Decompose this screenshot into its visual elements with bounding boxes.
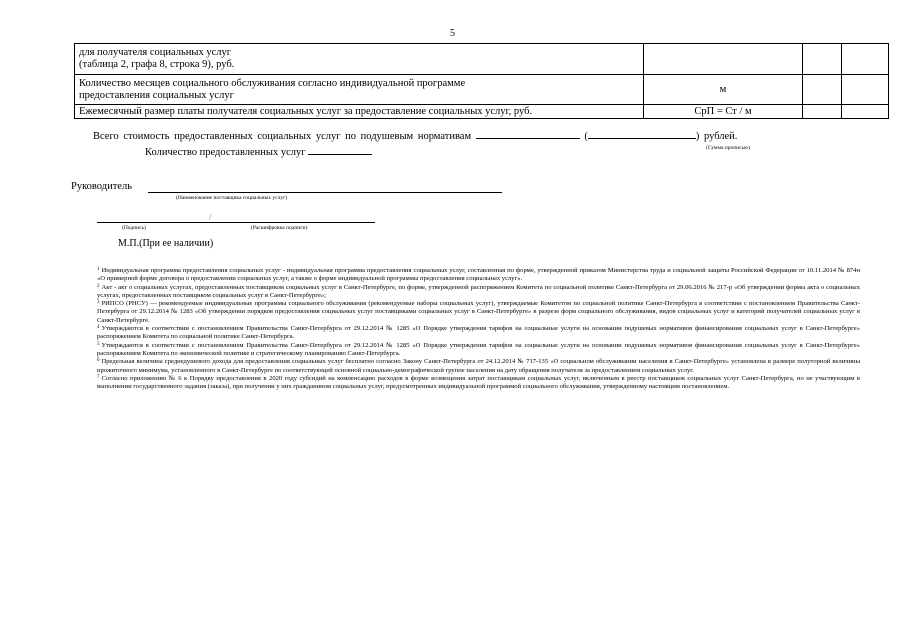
signature-slash: /: [209, 212, 212, 222]
footnote-item: [97, 300, 860, 325]
head-label: Руководитель: [71, 181, 132, 192]
footnote-text: Утверждаются в соответствии с постановлением Правительства Санкт-Петербурга от 29.12.2014 № 1285 «О Порядке утверждения тарифов на социальные услуги на основании подушевых нормативов финансирования социальных услуг в Санкт-Петербурге» распоряжением Комитета по социальной политике Санкт-Петербурга.: [97, 325, 860, 341]
footnote-item: [97, 284, 860, 301]
signature-line: [97, 222, 375, 223]
table-cell-empty: [842, 75, 889, 105]
table-cell-empty: [803, 75, 842, 105]
total-cost-label: Всего стоимость предоставленных социальных услуг по подушевым нормативам: [93, 131, 472, 142]
rubles-label: ) рублей.: [695, 131, 738, 142]
table-cell-formula: СрП = Ст / м: [644, 105, 803, 119]
table-cell-label: [75, 44, 644, 75]
footnote-mark: 3: [97, 300, 100, 306]
table-row: [75, 44, 889, 75]
total-cost-blank: [476, 138, 580, 139]
sum-in-words-caption: (Сумма прописью): [706, 145, 750, 151]
tariff-table: [74, 43, 889, 119]
footnote-item: [97, 375, 860, 392]
signature-caption: (Подпись): [122, 225, 146, 231]
stamp-label: М.П.(При ее наличии): [118, 238, 214, 249]
footnotes: [97, 267, 860, 391]
cell-text-line: (таблица 2, графа 8, строка 9), руб.: [79, 59, 235, 70]
footnote-text: РИПСО (РНСУ) — рекомендуемые индивидуальные программы социального обслуживания (рекомендуемые наборы социальных услуг), утверждаемые Комитетом по социальной политике Санкт-Петербурга в соответствии с постановлением Правительства Санкт-Петербурга от 29.12.2014 № 1283 «Об утверждении порядков предоставления социальных услуг поставщиками социальных услуг в Санкт-Петербурге» в разрезе форм социального обслуживания, видов социальных услуг и категорий получателей социальных услуг в Санкт-Петербурге.: [97, 300, 860, 324]
footnote-mark: 6: [97, 358, 100, 364]
cell-text-line: предоставления социальных услуг: [79, 89, 234, 101]
footnote-item: [97, 342, 860, 359]
footnote-item: [97, 267, 860, 284]
table-cell-empty: [842, 44, 889, 75]
footnote-mark: 1: [97, 267, 100, 272]
footnote-text: Акт - акт о социальных услугах, предоставленных поставщиком социальных услуг в Санкт-Петербурге, по форме, утвержденной распоряжением Комитета по социальной политике Санкт-Петербурга от 29.06.2016 № 217-р «Об утверждении формы акта о социальных услугах, предоставленных поставщиком социальных услуг в Санкт-Петербурге»;: [97, 283, 860, 299]
footnote-text: Утверждаются в соответствии с постановлением Правительства Санкт-Петербурга от 29.12.2014 № 1285 «О Порядке утверждения тарифов на социальные услуги на основании подушевых нормативов финансирования социальных услуг в Санкт-Петербурге» распоряжением Комитета по экономической политике и стратегическому планированию Санкт-Петербурга.: [97, 341, 860, 357]
cell-text-line: Количество месяцев социального обслуживания согласно индивидуальной программе: [79, 77, 466, 89]
footnote-item: [97, 325, 860, 342]
services-count-label: Количество предоставленных услуг: [145, 147, 306, 158]
footnote-mark: 5: [97, 341, 100, 347]
table-cell-empty: [842, 105, 889, 119]
provider-caption: (Наименование поставщика социальных услуг): [176, 195, 288, 201]
decoding-caption: (Расшифровка подписи): [251, 225, 308, 231]
footnote-mark: 4: [97, 325, 100, 331]
table-cell-label: Ежемесячный размер платы получателя социальных услуг за предоставление социальных услуг, руб.: [75, 105, 644, 119]
total-cost-line: [93, 131, 737, 142]
table-row: [75, 105, 889, 119]
cell-text-line: для получателя социальных услуг: [79, 47, 232, 58]
provider-name-line: [148, 192, 502, 193]
table-row: [75, 75, 889, 105]
sum-in-words-blank: [588, 138, 696, 139]
table-cell-value: [644, 44, 803, 75]
table-cell-value: м: [644, 75, 803, 105]
footnote-mark: 2: [97, 283, 100, 289]
open-paren: (: [584, 131, 588, 142]
services-count-line: [145, 147, 372, 158]
services-count-blank: [308, 154, 372, 155]
table-cell-empty: [803, 44, 842, 75]
footnote-text: Предельная величина среднедушевого дохода для предоставления социальных услуг бесплатно согласно Закону Санкт-Петербурга от 24.12.2014 № 717-135 «О социальном обслуживании населения в Санкт-Петербурге» установлена в размере полуторной величины прожиточного минимума, установленного в Санкт-Петербурге по соответствующей основной социально-демографической группе населения на дату обращения получателя за предоставлением социальных услуг.: [97, 358, 860, 374]
table-cell-empty: [803, 105, 842, 119]
footnote-text: Согласно приложению № 6 к Порядку предоставления в 2020 году субсидий на компенсацию расходов в форме возмещения затрат поставщикам социальных услуг, включенным в реестр поставщиков социальных услуг Санкт-Петербурга, но не участвующим в выполнении государственного задания (заказа), при получении у них гражданином социальных услуг, предусмотренных индивидуальной программой социального обслуживания, утвержденному настоящим постановлением.: [97, 374, 860, 391]
footnote-text: Индивидуальная программа предоставления социальных услуг - индивидуальная программа предоставления социальных услуг, составленная по форме, утвержденной приказом Министерства труда и социальной защиты Российской Федерации от 10.11.2014 № 874н «О примерной форме договора о предоставлении социальных услуг, а также о форме индивидуальной программы предоставления социальных услуг».: [97, 267, 860, 283]
footnote-mark: 7: [97, 374, 100, 380]
page-number: 5: [450, 28, 455, 39]
footnote-item: [97, 358, 860, 375]
table-cell-label: [75, 75, 644, 105]
